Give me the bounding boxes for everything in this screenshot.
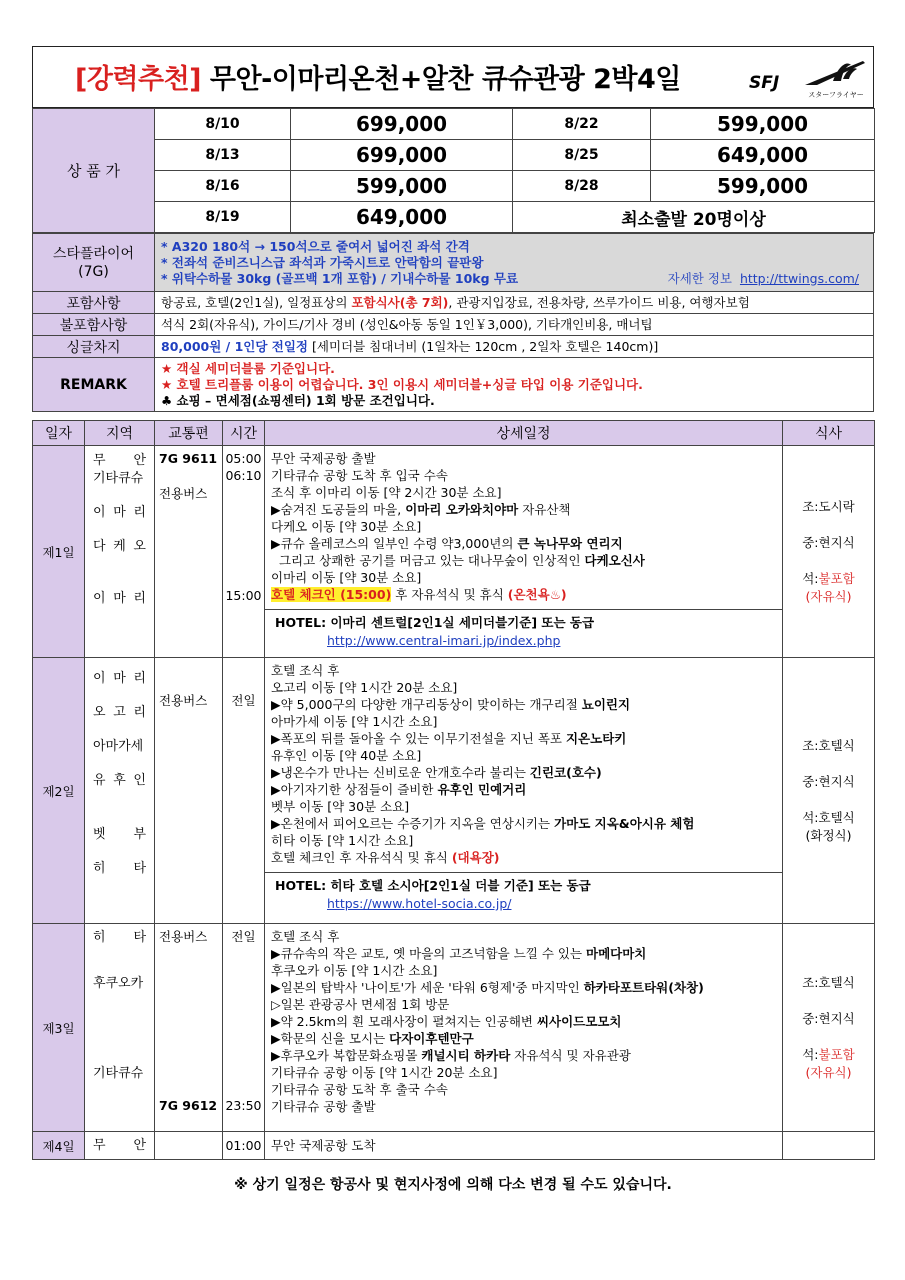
text: 그리고 상쾌한 공기를 머금고 있는 대나무숲이 인상적인 (271, 553, 585, 568)
time: 전일 (231, 693, 256, 708)
detail-cell (265, 446, 783, 658)
airline-line-1: * A320 180석 → 150석으로 줄여서 넓어진 좌석 간격 (161, 238, 470, 254)
price-date: 8/22 (513, 109, 651, 140)
min-departure-note: 최소출발 20명이상 (513, 202, 875, 233)
detail-line: 후쿠오카 이동 [약 1시간 소요] (271, 963, 438, 978)
time-cell (223, 446, 265, 658)
detail-line (271, 1047, 776, 1064)
detail-line (271, 696, 776, 713)
include-part: 항공료, 호텔(2인1실), 일정표상의 (161, 294, 352, 310)
day-label: 제4일 (33, 1132, 85, 1160)
time: 전일 (231, 929, 256, 944)
time: 05:00 (225, 451, 262, 466)
meal-dinner (783, 1046, 874, 1064)
time: 15:00 (225, 588, 262, 603)
highlight: 마메다마치 (586, 946, 647, 961)
detail-line (271, 764, 776, 781)
remark-label: REMARK (33, 358, 155, 412)
text: 이마리 센트럴[2인1실 세미더블기준] 또는 동급 (330, 615, 595, 630)
detail-line: 아마가세 이동 [약 1시간 소요] (271, 714, 438, 729)
detail-line (271, 1013, 776, 1030)
detail-line: 호텔 조식 후 (271, 663, 340, 678)
day-label: 제2일 (33, 658, 85, 924)
title-main: 무안-이마리온천+알찬 큐슈관광 2박4일 (201, 64, 681, 95)
text: 후 자유석식 및 휴식 (391, 587, 508, 602)
highlight: 긴린코(호수) (529, 765, 602, 780)
airline-line-3-row (161, 271, 867, 287)
time: 01:00 (225, 1138, 262, 1153)
highlight: 다케오신사 (584, 553, 645, 568)
detail-line (271, 501, 776, 518)
detail-cell (265, 924, 783, 1132)
text: ▶온천에서 피어오르는 수증기가 지옥을 연상시키는 (271, 816, 555, 831)
text: 호텔 체크인 후 자유석식 및 휴식 (271, 850, 452, 865)
place: 유 후 인 (93, 773, 146, 788)
include-meals: 포함식사(총 7회) (351, 294, 449, 310)
text: HOTEL: (275, 615, 331, 630)
meal-dinner: 석:호텔식 (802, 809, 855, 825)
highlight: 씨사이드모모치 (536, 1014, 622, 1029)
text: ▶약 2.5km의 흰 모래사장이 펼쳐지는 인공해변 (271, 1014, 537, 1029)
detail-line: 조식 후 이마리 이동 [약 2시간 30분 소요] (271, 485, 502, 500)
transport: 전용버스 (159, 929, 208, 944)
col-detail: 상세일정 (265, 421, 783, 446)
col-area: 지역 (85, 421, 155, 446)
price-value: 699,000 (291, 109, 513, 140)
detail-line: 오고리 이동 [약 1시간 20분 소요] (271, 680, 458, 695)
place: 이 마 리 (93, 671, 146, 686)
table-row (33, 446, 875, 658)
onsen-note: (온천욕♨) (507, 587, 567, 602)
transport-cell (155, 924, 223, 1132)
text: ▶폭포의 뒤를 돌아올 수 있는 이무기전설을 지닌 폭포 (271, 731, 566, 746)
exclude-label: 불포함사항 (33, 314, 155, 336)
text: ▶큐슈 올레코스의 일부인 수령 약3,000년의 (271, 536, 518, 551)
area-cell (85, 1132, 155, 1160)
table-row (33, 1132, 875, 1160)
hotel-name (275, 614, 776, 632)
airline-line-3: * 위탁수하물 30kg (골프백 1개 포함) / 기내수하물 10kg 무료 (161, 270, 519, 286)
place: 오 고 리 (93, 705, 146, 720)
detail-cell (265, 1132, 783, 1160)
text: 불포함 (818, 570, 855, 586)
price-label: 상 품 가 (33, 109, 155, 233)
highlight: 이마리 오카와치야마 (405, 502, 519, 517)
detail-line: 호텔 조식 후 (271, 929, 340, 944)
transport-cell (155, 658, 223, 924)
airline-line-2: * 전좌석 준비즈니스급 좌석과 가죽시트로 안락함의 끝판왕 (161, 254, 484, 270)
flight-code: 7G 9612 (159, 1098, 218, 1113)
detail-line (271, 979, 776, 996)
detail-line: 이마리 이동 [약 30분 소요] (271, 570, 422, 585)
checkin-highlight: 호텔 체크인 (15:00) (271, 587, 392, 602)
price-date: 8/28 (513, 171, 651, 202)
title-tag: [강력추천] (75, 64, 202, 95)
area-cell (85, 658, 155, 924)
price-value: 649,000 (651, 140, 875, 171)
place: 다 케 오 (93, 539, 146, 554)
highlight: 다자이후텐만구 (389, 1031, 474, 1046)
table-row (33, 924, 875, 1132)
time: 23:50 (225, 1098, 262, 1113)
time-cell (223, 1132, 265, 1160)
meal-breakfast: 조:호텔식 (802, 737, 855, 753)
time-cell (223, 924, 265, 1132)
transport-cell (155, 1132, 223, 1160)
include-text (155, 292, 874, 314)
col-time: 시간 (223, 421, 265, 446)
airline-more-label: 자세한 정보 (667, 270, 732, 286)
include-part: , 관광지입장료, 전용차량, 쓰루가이드 비용, 여행자보험 (448, 294, 750, 310)
airline-link[interactable]: http://ttwings.com/ (739, 270, 859, 286)
detail-line: 기타큐슈 공항 출발 (271, 1099, 376, 1114)
area-cell (85, 924, 155, 1132)
price-date: 8/25 (513, 140, 651, 171)
hotel-url-row (275, 895, 776, 913)
text: ▶학문의 신을 모시는 (271, 1031, 390, 1046)
remark-line-2: ★ 호텔 트리플룸 이용이 어렵습니다. 3인 이용시 세미더블+싱글 타입 이용 기준입니다. (161, 376, 643, 392)
detail-line (271, 535, 776, 552)
area-cell (85, 446, 155, 658)
text: ▶큐슈속의 작은 교토, 옛 마을의 고즈넉함을 느낄 수 있는 (271, 946, 586, 961)
meal-note: (화정식) (805, 827, 852, 843)
itinerary-sheet (32, 46, 874, 1160)
detail-line (271, 815, 776, 832)
detail-line: 벳부 이동 [약 30분 소요] (271, 799, 410, 814)
highlight: 캐널시티 하카타 (421, 1048, 511, 1063)
place: 후쿠오카 (93, 976, 144, 991)
text: HOTEL: (275, 878, 331, 893)
hotel-url-row (275, 632, 776, 650)
single-price: 80,000원 / 1인당 전일정 (161, 338, 309, 354)
text: ▶약 5,000구의 다양한 개구리동상이 맞이하는 개구리절 (271, 697, 582, 712)
exclude-text: 석식 2회(자유식), 가이드/기사 경비 (성인&아동 동일 1인￥3,000), 기타개인비용, 매너팁 (155, 314, 874, 336)
highlight: 하카타포트타워(차창) (583, 980, 704, 995)
hotel-box (265, 872, 782, 917)
text: ▶아기자기한 상점들이 즐비한 (271, 782, 438, 797)
place: 무 안 (93, 453, 146, 468)
text: ▶숨겨진 도공들의 마을, (271, 502, 406, 517)
col-trans: 교통편 (155, 421, 223, 446)
price-value: 699,000 (291, 140, 513, 171)
place: 히 타 (93, 861, 146, 876)
meal-cell (783, 658, 875, 924)
remark-line-3: ♣ 쇼핑 – 면세점(쇼핑센터) 1회 방문 조건입니다. (161, 392, 435, 408)
logo-caption: スターフライヤー (808, 91, 864, 99)
bath-note: (대욕장) (451, 850, 500, 865)
detail-line: 무안 국제공항 출발 (271, 451, 376, 466)
place: 기타큐슈 (93, 471, 144, 486)
detail-line: 기타큐슈 공항 이동 [약 1시간 20분 소요] (271, 1065, 498, 1080)
highlight: 가마도 지옥&아시유 체험 (554, 816, 695, 831)
hotel-link[interactable]: https://www.hotel-socia.co.jp/ (327, 896, 512, 911)
meal-note: (자유식) (805, 588, 852, 604)
highlight: 큰 녹나무와 연리지 (517, 536, 623, 551)
place: 아마가세 (93, 739, 144, 754)
day-label: 제1일 (33, 446, 85, 658)
single-label: 싱글차지 (33, 336, 155, 358)
text: ▶후쿠오카 복합문화쇼핑몰 (271, 1048, 422, 1063)
meal-lunch: 중:현지식 (802, 773, 855, 789)
price-value: 599,000 (291, 171, 513, 202)
time: 06:10 (225, 468, 262, 483)
highlight: 뇨이린지 (581, 697, 631, 712)
detail-line (271, 781, 776, 798)
meal-lunch: 중:현지식 (802, 534, 855, 550)
remark-text (155, 358, 874, 412)
meal-breakfast: 조:도시락 (802, 498, 855, 514)
highlight: 지온노타키 (565, 731, 627, 746)
detail-line: 무안 국제공항 도착 (271, 1138, 376, 1153)
price-value: 649,000 (291, 202, 513, 233)
page-title (75, 57, 681, 96)
price-date: 8/19 (155, 202, 291, 233)
day-label: 제3일 (33, 924, 85, 1132)
col-meal: 식사 (783, 421, 875, 446)
include-label: 포함사항 (33, 292, 155, 314)
detail-line (271, 552, 776, 569)
text: 자유석식 및 자유관광 (510, 1048, 631, 1063)
text: ▶일본의 탑박사 '나이토'가 세운 '타워 6형제'중 마지막인 (271, 980, 584, 995)
meal-cell (783, 1132, 875, 1160)
text: ▶냉온수가 만나는 신비로운 안개호수라 불리는 (271, 765, 530, 780)
airline-info (155, 234, 874, 292)
title-banner (32, 46, 874, 108)
meal-breakfast: 조:호텔식 (802, 974, 855, 990)
starflyer-logo-icon (803, 55, 869, 101)
detail-line: 유후인 이동 [약 40분 소요] (271, 748, 422, 763)
time-cell (223, 658, 265, 924)
flight-code: 7G 9611 (159, 451, 218, 466)
price-date: 8/10 (155, 109, 291, 140)
place: 무 안 (93, 1137, 146, 1153)
price-table (32, 108, 875, 233)
hotel-link[interactable]: http://www.central-imari.jp/index.php (327, 633, 561, 648)
table-row (33, 658, 875, 924)
text: 불포함 (818, 1046, 855, 1062)
info-table (32, 233, 874, 412)
hotel-box (265, 609, 782, 654)
airline-more (668, 271, 859, 287)
place: 이 마 리 (93, 591, 146, 606)
remark-line-1: ★ 객실 세미더블룸 기준입니다. (161, 360, 335, 376)
price-value: 599,000 (651, 171, 875, 202)
detail-line: 기타큐슈 공항 도착 후 입국 수속 (271, 468, 448, 483)
detail-line (271, 849, 776, 866)
airline-label-text: 스타플라이어 (7G) (52, 245, 135, 280)
airline-label (33, 234, 155, 292)
place: 벳 부 (93, 827, 146, 842)
detail-line (271, 730, 776, 747)
place: 히 타 (93, 930, 146, 945)
detail-line: 기타큐슈 공항 도착 후 출국 수속 (271, 1082, 448, 1097)
price-date: 8/13 (155, 140, 291, 171)
meal-note: (자유식) (805, 1064, 852, 1080)
place: 기타큐슈 (93, 1066, 144, 1081)
single-note: [세미더블 침대너비 (1일차는 120cm , 2일차 호텔은 140cm)] (308, 338, 659, 354)
meal-lunch: 중:현지식 (802, 1010, 855, 1026)
price-value: 599,000 (651, 109, 875, 140)
starflyer-logo (803, 55, 869, 101)
price-date: 8/16 (155, 171, 291, 202)
schedule-table (32, 420, 875, 1160)
detail-line: ▷일본 관광공사 면세점 1회 방문 (271, 997, 450, 1012)
single-text (155, 336, 874, 358)
detail-line (271, 945, 776, 962)
footnote: ※ 상기 일정은 항공사 및 현지사정에 의해 다소 변경 될 수도 있습니다. (234, 1177, 672, 1193)
transport: 전용버스 (159, 693, 208, 708)
transport: 전용버스 (159, 486, 208, 501)
detail-line (271, 1030, 776, 1047)
hotel-name (275, 877, 776, 895)
detail-cell (265, 658, 783, 924)
detail-line (271, 586, 776, 603)
text: 히타 호텔 소시아[2인1실 더블 기준] 또는 동급 (330, 878, 591, 893)
meal-cell (783, 924, 875, 1132)
col-day: 일자 (33, 421, 85, 446)
text: 석: (802, 570, 819, 586)
meal-cell (783, 446, 875, 658)
text: 자유산책 (518, 502, 571, 517)
brand-code: SFJ (749, 73, 780, 93)
meal-dinner (783, 570, 874, 588)
place: 이 마 리 (93, 505, 146, 520)
transport-cell (155, 446, 223, 658)
text: 석: (802, 1046, 819, 1062)
detail-line: 다케오 이동 [약 30분 소요] (271, 519, 422, 534)
detail-line: 히타 이동 [약 1시간 소요] (271, 833, 414, 848)
highlight: 유후인 민예거리 (437, 782, 527, 797)
